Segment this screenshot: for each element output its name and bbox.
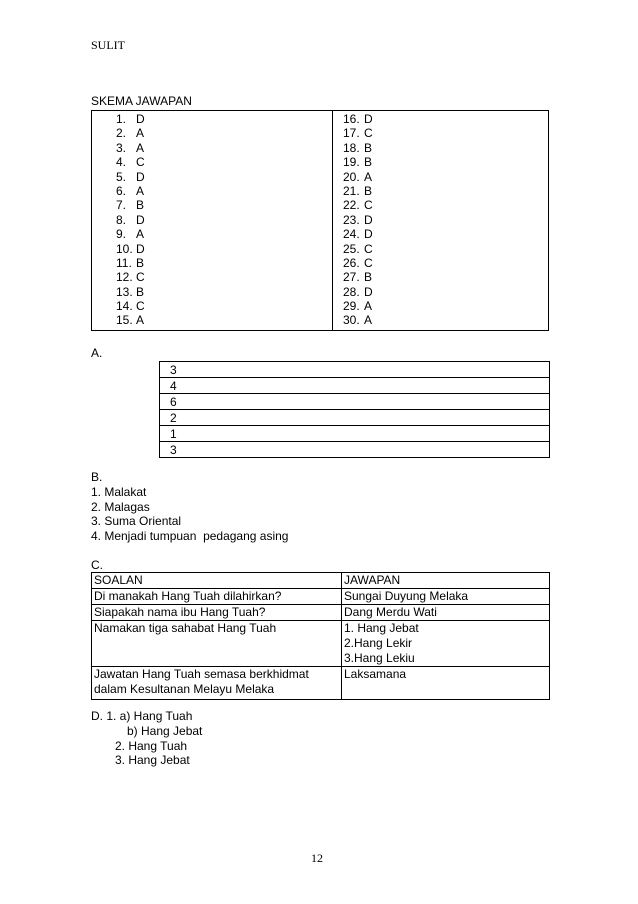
answer-letter: A xyxy=(136,313,145,328)
jawapan-cell xyxy=(342,605,550,621)
section-c-row xyxy=(92,621,550,667)
question-number: 17. xyxy=(343,126,360,141)
section-c-table xyxy=(91,572,550,700)
question-number: 24. xyxy=(343,227,360,242)
answer-key-row xyxy=(116,241,145,256)
section-b-item: 1. Malakat xyxy=(91,485,147,499)
answer-key-row xyxy=(343,299,373,314)
answer-key-row xyxy=(343,212,373,227)
section-a-row xyxy=(160,378,550,394)
question-number: 7. xyxy=(116,198,127,213)
answer-key-row xyxy=(116,126,145,141)
answer-letter: A xyxy=(364,169,373,184)
jawapan-cell xyxy=(342,621,550,667)
section-a-label: A. xyxy=(91,346,103,360)
answer-key-row xyxy=(343,183,373,198)
answer-key-row xyxy=(343,227,373,242)
jawapan-text: 2.Hang Lekir xyxy=(344,636,413,650)
question-number: 26. xyxy=(343,255,360,270)
answer-letter: B xyxy=(364,183,373,198)
question-number: 22. xyxy=(343,198,360,213)
answer-letter: B xyxy=(364,155,373,170)
answer-letter: C xyxy=(136,299,145,314)
question-number: 29. xyxy=(343,299,360,314)
soalan-cell xyxy=(92,605,342,621)
answer-letter: C xyxy=(364,126,373,141)
answer-key-row xyxy=(343,155,373,170)
answer-key-row xyxy=(116,198,145,213)
question-number: 21. xyxy=(343,183,360,198)
soalan-text: dalam Kesultanan Melayu Melaka xyxy=(94,682,275,696)
question-number: 1. xyxy=(116,112,127,126)
answer-letter: D xyxy=(364,284,373,299)
jawapan-text: 1. Hang Jebat xyxy=(344,621,419,635)
answer-letter: A xyxy=(364,299,373,314)
answer-key-divider xyxy=(332,111,333,330)
answer-key-row xyxy=(343,198,373,213)
question-number: 27. xyxy=(343,270,360,285)
page-title: SKEMA JAWAPAN xyxy=(91,94,192,108)
question-number: 6. xyxy=(116,183,127,198)
answer-letter: C xyxy=(364,241,373,256)
section-a-row xyxy=(160,362,550,378)
question-number: 18. xyxy=(343,140,360,155)
answer-letter: A xyxy=(136,140,145,155)
answer-key-row xyxy=(343,270,373,285)
answer-letter: B xyxy=(136,284,145,299)
section-b-label: B. xyxy=(91,470,103,484)
question-number: 5. xyxy=(116,169,127,184)
question-number: 19. xyxy=(343,155,360,170)
answer-key-row xyxy=(116,284,145,299)
soalan-text: Jawatan Hang Tuah semasa berkhidmat xyxy=(94,667,309,681)
answer-letter: D xyxy=(136,112,145,126)
answer-letter: C xyxy=(364,198,373,213)
question-number: 25. xyxy=(343,241,360,256)
answer-key-row xyxy=(116,299,145,314)
answer-key-row xyxy=(116,227,145,242)
answer-key-row xyxy=(343,126,373,141)
answer-key-left-column xyxy=(116,112,145,328)
question-number: 15. xyxy=(116,313,133,328)
question-number: 16. xyxy=(343,112,360,126)
question-number: 20. xyxy=(343,169,360,184)
section-c-row xyxy=(92,667,550,700)
section-b-item: 3. Suma Oriental xyxy=(91,514,182,528)
answer-key-row xyxy=(343,284,373,299)
question-number: 23. xyxy=(343,212,360,227)
section-a-cell: 3 xyxy=(160,442,550,458)
answer-letter: D xyxy=(364,212,373,227)
answer-letter: A xyxy=(364,313,373,328)
jawapan-text: Sungai Duyung Melaka xyxy=(344,589,469,603)
section-a-row xyxy=(160,426,550,442)
answer-letter: D xyxy=(136,169,145,184)
answer-key-row xyxy=(116,169,145,184)
question-number: 9. xyxy=(116,227,127,242)
answer-letter: C xyxy=(364,255,373,270)
section-a-cell: 1 xyxy=(160,426,550,442)
answer-key-row xyxy=(116,270,145,285)
answer-key-row xyxy=(343,112,373,126)
section-d-line-2: b) Hang Jebat xyxy=(127,724,203,738)
jawapan-text: Laksamana xyxy=(344,667,407,681)
header-soalan: SOALAN xyxy=(92,573,342,589)
answer-letter: A xyxy=(136,227,145,242)
section-b-list xyxy=(91,485,288,543)
question-number: 8. xyxy=(116,212,127,227)
section-b-item: 2. Malagas xyxy=(91,499,150,514)
question-number: 30. xyxy=(343,313,360,328)
section-d-line-3: 2. Hang Tuah xyxy=(115,739,188,753)
answer-key-row xyxy=(343,169,373,184)
answer-letter: C xyxy=(136,155,145,170)
section-a-cell: 4 xyxy=(160,378,550,394)
page-number: 12 xyxy=(311,851,323,865)
header-label: SULIT xyxy=(91,38,125,52)
question-number: 2. xyxy=(116,126,127,141)
question-number: 4. xyxy=(116,155,127,170)
section-a-row xyxy=(160,442,550,458)
answer-key-row xyxy=(343,313,373,328)
jawapan-cell xyxy=(342,589,550,605)
answer-key-row xyxy=(116,313,145,328)
soalan-cell xyxy=(92,621,342,667)
jawapan-text: Dang Merdu Wati xyxy=(344,605,437,619)
section-c-label: C. xyxy=(91,558,103,572)
answer-letter: D xyxy=(136,241,145,256)
section-c-header-row xyxy=(92,573,550,589)
section-a-cell: 3 xyxy=(160,362,550,378)
answer-key-right-column xyxy=(343,112,373,328)
section-a-row xyxy=(160,410,550,426)
answer-key-row xyxy=(343,255,373,270)
answer-key-row xyxy=(116,112,145,126)
section-d-line-1: D. 1. a) Hang Tuah xyxy=(91,709,193,723)
question-number: 28. xyxy=(343,284,360,299)
answer-key-row xyxy=(343,241,373,256)
question-number: 10. xyxy=(116,241,133,256)
soalan-text: Namakan tiga sahabat Hang Tuah xyxy=(94,621,277,635)
question-number: 12. xyxy=(116,270,133,285)
section-c-row xyxy=(92,605,550,621)
question-number: 13. xyxy=(116,284,133,299)
answer-letter: D xyxy=(364,112,373,126)
answer-letter: A xyxy=(136,126,145,141)
answer-key-table xyxy=(91,110,549,331)
soalan-text: Di manakah Hang Tuah dilahirkan? xyxy=(94,589,282,603)
answer-key-row xyxy=(116,155,145,170)
header-jawapan: JAWAPAN xyxy=(342,573,550,589)
question-number: 3. xyxy=(116,140,127,155)
jawapan-cell xyxy=(342,667,550,700)
soalan-cell xyxy=(92,667,342,700)
answer-letter: D xyxy=(364,227,373,242)
answer-letter: B xyxy=(136,198,145,213)
section-a-cell: 6 xyxy=(160,394,550,410)
answer-key-row xyxy=(116,140,145,155)
answer-letter: B xyxy=(364,140,373,155)
answer-letter: B xyxy=(136,255,145,270)
answer-letter: B xyxy=(364,270,373,285)
question-number: 14. xyxy=(116,299,133,314)
section-a-table xyxy=(159,361,550,458)
section-b-item: 4. Menjadi tumpuan pedagang asing xyxy=(91,528,289,543)
answer-key-row xyxy=(116,212,145,227)
section-d-line-4: 3. Hang Jebat xyxy=(115,753,190,767)
answer-letter: C xyxy=(136,270,145,285)
soalan-text: Siapakah nama ibu Hang Tuah? xyxy=(94,605,266,619)
soalan-cell xyxy=(92,589,342,605)
question-number: 11. xyxy=(116,255,132,270)
answer-key-row xyxy=(343,140,373,155)
section-c-row xyxy=(92,589,550,605)
answer-key-row xyxy=(116,183,145,198)
section-a-cell: 2 xyxy=(160,410,550,426)
answer-letter: D xyxy=(136,212,145,227)
jawapan-text: 3.Hang Lekiu xyxy=(344,651,415,665)
answer-letter: A xyxy=(136,183,145,198)
section-a-row xyxy=(160,394,550,410)
answer-key-row xyxy=(116,255,145,270)
